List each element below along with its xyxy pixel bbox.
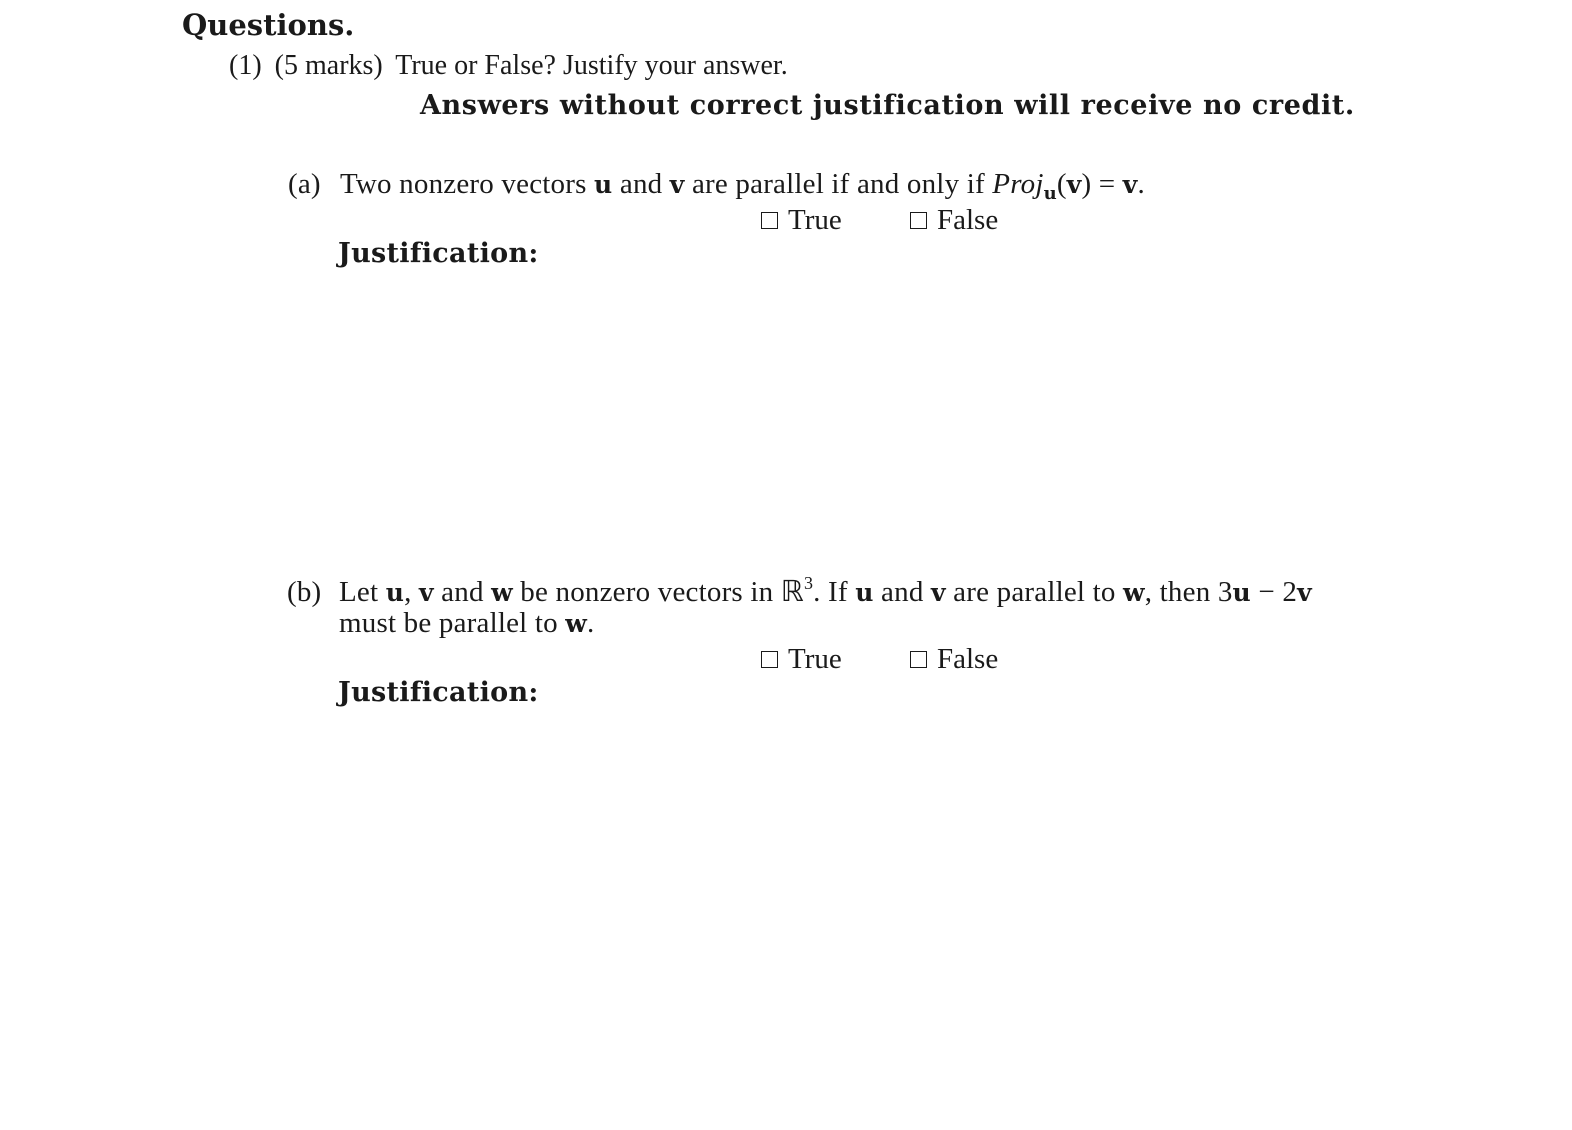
section-heading: Questions. — [182, 8, 355, 42]
checkbox-false[interactable] — [910, 651, 927, 668]
part-b-text: be nonzero vectors in ℝ — [512, 576, 804, 608]
checkbox-false[interactable] — [910, 212, 927, 229]
vector-v: v — [930, 578, 946, 607]
true-label: True — [788, 643, 842, 675]
part-a-text: Two nonzero vectors — [340, 168, 595, 200]
part-a-false-option[interactable] — [910, 204, 998, 237]
vector-v: v — [419, 578, 434, 607]
part-b-text: . — [587, 607, 595, 639]
question-number: (1) — [229, 50, 262, 81]
vector-v: v — [669, 170, 685, 199]
part-a-text: and — [612, 168, 670, 200]
dimension-superscript: 3 — [803, 573, 814, 593]
part-b-text: , then 3 — [1144, 576, 1233, 608]
part-a-text: ( — [1056, 168, 1067, 200]
false-label: False — [937, 643, 999, 675]
part-b-text: are parallel to — [945, 576, 1124, 608]
part-b-text: . If — [813, 576, 856, 608]
part-b-true-option[interactable] — [761, 643, 842, 676]
vector-u: u — [385, 578, 405, 607]
projection-subscript: u — [1043, 183, 1057, 204]
vector-v: v — [1066, 170, 1082, 199]
part-a-statement — [288, 168, 1145, 204]
checkbox-true[interactable] — [761, 651, 778, 668]
part-b-text: must be parallel to — [339, 607, 566, 639]
part-b-tag: (b) — [287, 576, 322, 608]
part-a-tag: (a) — [288, 168, 321, 200]
part-b-statement — [287, 573, 1312, 609]
vector-u: u — [1232, 578, 1251, 607]
part-b-text: − 2 — [1250, 576, 1298, 608]
part-b-text: Let — [339, 576, 386, 608]
false-label: False — [937, 204, 999, 236]
vector-v: v — [1297, 578, 1312, 607]
question-prompt: True or False? Justify your answer. — [395, 50, 788, 81]
part-a-justification-label: Justification: — [338, 238, 539, 269]
part-b-text: and — [433, 576, 492, 608]
part-b-text: and — [873, 576, 931, 608]
vector-w: w — [491, 578, 513, 607]
true-label: True — [788, 204, 842, 236]
checkbox-true[interactable] — [761, 212, 778, 229]
vector-v: v — [1122, 170, 1138, 199]
vector-u: u — [594, 170, 613, 199]
part-a-text: are parallel if and only if — [684, 168, 993, 200]
vector-u: u — [855, 578, 874, 607]
part-b-text: , — [404, 576, 419, 608]
part-a-text: . — [1137, 168, 1145, 200]
part-b-justification-label: Justification: — [338, 677, 539, 708]
part-a-text: ) = — [1081, 168, 1123, 200]
question-1-header — [229, 50, 794, 82]
part-b-statement-line-2 — [339, 607, 594, 640]
vector-w: w — [1123, 578, 1145, 607]
projection-operator: Proj — [992, 168, 1044, 200]
part-b-false-option[interactable] — [910, 643, 998, 676]
vector-w: w — [565, 609, 588, 638]
question-marks: (5 marks) — [274, 50, 383, 81]
credit-warning: Answers without correct justification will receive no credit. — [420, 90, 1355, 121]
part-a-true-option[interactable] — [761, 204, 842, 237]
